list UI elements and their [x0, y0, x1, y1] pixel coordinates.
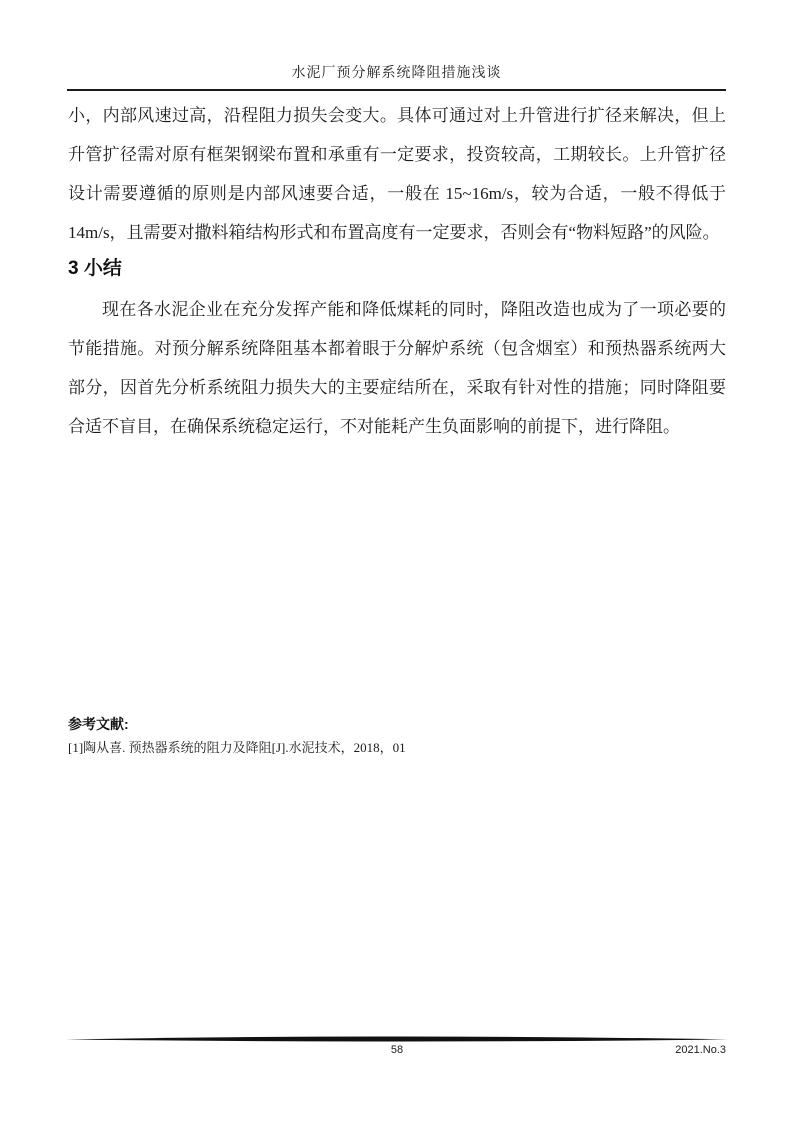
summary-paragraph: 现在各水泥企业在充分发挥产能和降低煤耗的同时，降阻改造也成为了一项必要的节能措施。对预分解系统降阻基本都着眼于分解炉系统（包含烟室）和预热器系统两大部分，因首先分析系统阻力损失大的主要症结所在，采取有针对性的措施；同时降阻要合适不盲目，在确保系统稳定运行，不对能耗产生负面影响的前提下，进行降阻。 [68, 300, 726, 436]
references-heading: 参考文献: [68, 716, 129, 732]
document-body [68, 96, 726, 446]
footer-divider-line [66, 1036, 728, 1043]
paragraph-continued: 小，内部风速过高，沿程阻力损失会变大。具体可通过对上升管进行扩径来解决，但上升管扩径需对原有框架钢梁布置和承重有一定要求，投资较高，工期较长。上升管扩径设计需要遵循的原则是内部风速要合适，一般在 15~16m/s，较为合适，一般不得低于 14m/s，且需要对撒料箱结构形式和布置高度有一定要求，否则会有“物料短路”的风险。 [68, 106, 726, 242]
page-number: 58 [390, 1044, 404, 1056]
references-section [68, 712, 726, 760]
issue-label: 2021.No.3 [675, 1044, 726, 1056]
page-header [67, 62, 726, 91]
reference-item: [1]陶从喜. 预热器系统的阻力及降阻[J].水泥技术，2018，01 [68, 740, 406, 755]
footer-row [66, 1044, 728, 1060]
running-head-title: 水泥厂预分解系统降阻措施浅谈 [291, 66, 502, 81]
page-footer [66, 1036, 728, 1060]
section-heading-summary: 3 小结 [68, 258, 122, 279]
